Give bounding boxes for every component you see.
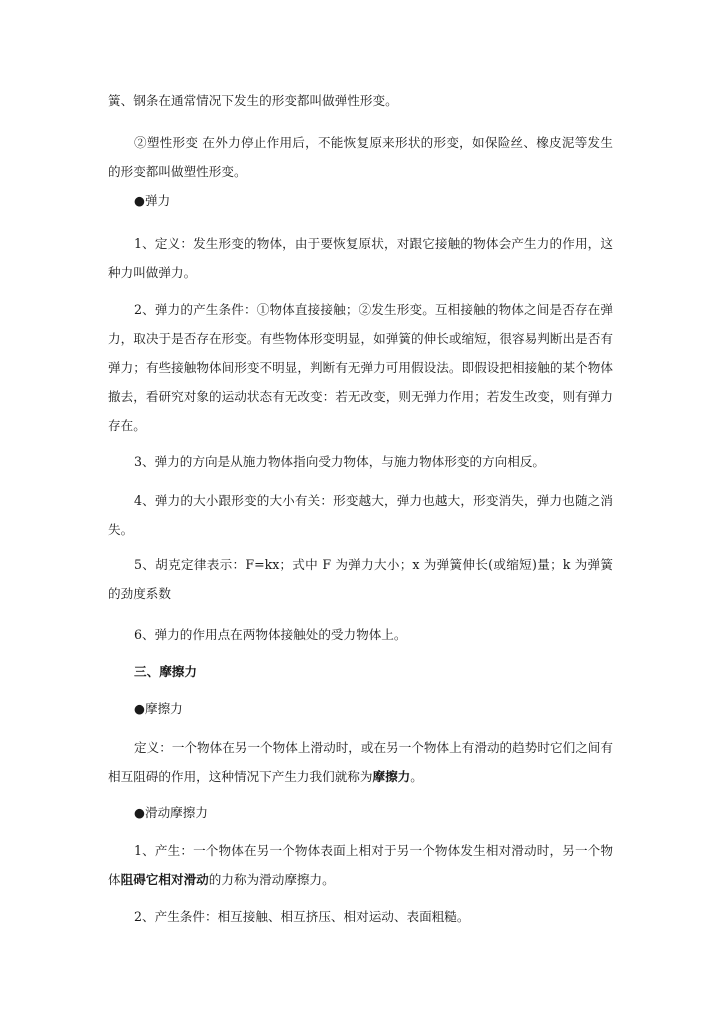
heading-tanli: ●弹力 — [134, 193, 171, 208]
paragraph-tanli-point: 6、弹力的作用点在两物体接触处的受力物体上。 — [134, 627, 407, 642]
paragraph-definition-tanli: 1、定义：发生形变的物体，由于要恢复原状，对跟它接触的物体会产生力的作用，这种力叫做弹力。 — [108, 236, 613, 280]
sliding-friction-text: 1、产生：一个物体在另一个物体表面上相对于另一个物体发生相对滑动时，另一个物体 — [108, 843, 613, 887]
friction-term: 摩擦力 — [372, 769, 411, 784]
paragraph-hooke-law: 5、胡克定律表示：F=kx；式中 F 为弹力大小；x 为弹簧伸长(或缩短)量；k 为弹簧的劲度系数 — [108, 557, 613, 601]
paragraph-tanli-magnitude: 4、弹力的大小跟形变的大小有关：形变越大，弹力也越大，形变消失，弹力也随之消失。 — [108, 493, 613, 537]
paragraph-friction-definition — [108, 733, 613, 791]
heading-mocali: ●摩擦力 — [134, 701, 183, 716]
paragraph-plastic-deformation: ②塑性形变 在外力停止作用后，不能恢复原来形状的形变，如保险丝、橡皮泥等发生的形变都叫做塑性形变。 — [108, 135, 613, 179]
heading-huadong: ●滑动摩擦力 — [134, 805, 208, 820]
friction-definition-text: 定义：一个物体在另一个物体上滑动时，或在另一个物体上有滑动的趋势时它们之间有相互阻碍的作用，这种情况下产生力我们就称为 — [108, 740, 613, 784]
paragraph-sliding-conditions: 2、产生条件：相互接触、相互挤压、相对运动、表面粗糙。 — [134, 909, 470, 924]
section-heading-friction: 三、摩擦力 — [134, 664, 197, 679]
paragraph-tanli-conditions: 2、弹力的产生条件：①物体直接接触；②发生形变。互相接触的物体之间是否存在弹力，取决于是否存在形变。有些物体形变明显，如弹簧的伸长或缩短，很容易判断出是否有弹力；有些接触物体间形变不明显，判断有无弹力可用假设法。即假设把相接触的某个物体撤去，看研究对象的运动状态有无改变：若无改变，则无弹力作用；若发生改变，则有弹力存在。 — [108, 302, 613, 433]
paragraph-elastic-deformation-end: 簧、钢条在通常情况下发生的形变都叫做弹性形变。 — [108, 93, 398, 108]
friction-definition-end: 。 — [410, 769, 423, 784]
sliding-friction-emphasis: 阻碍它相对滑动 — [120, 872, 209, 887]
paragraph-sliding-friction — [108, 836, 613, 894]
sliding-friction-end: 的力称为滑动摩擦力。 — [208, 872, 335, 887]
paragraph-tanli-direction: 3、弹力的方向是从施力物体指向受力物体，与施力物体形变的方向相反。 — [134, 454, 546, 469]
